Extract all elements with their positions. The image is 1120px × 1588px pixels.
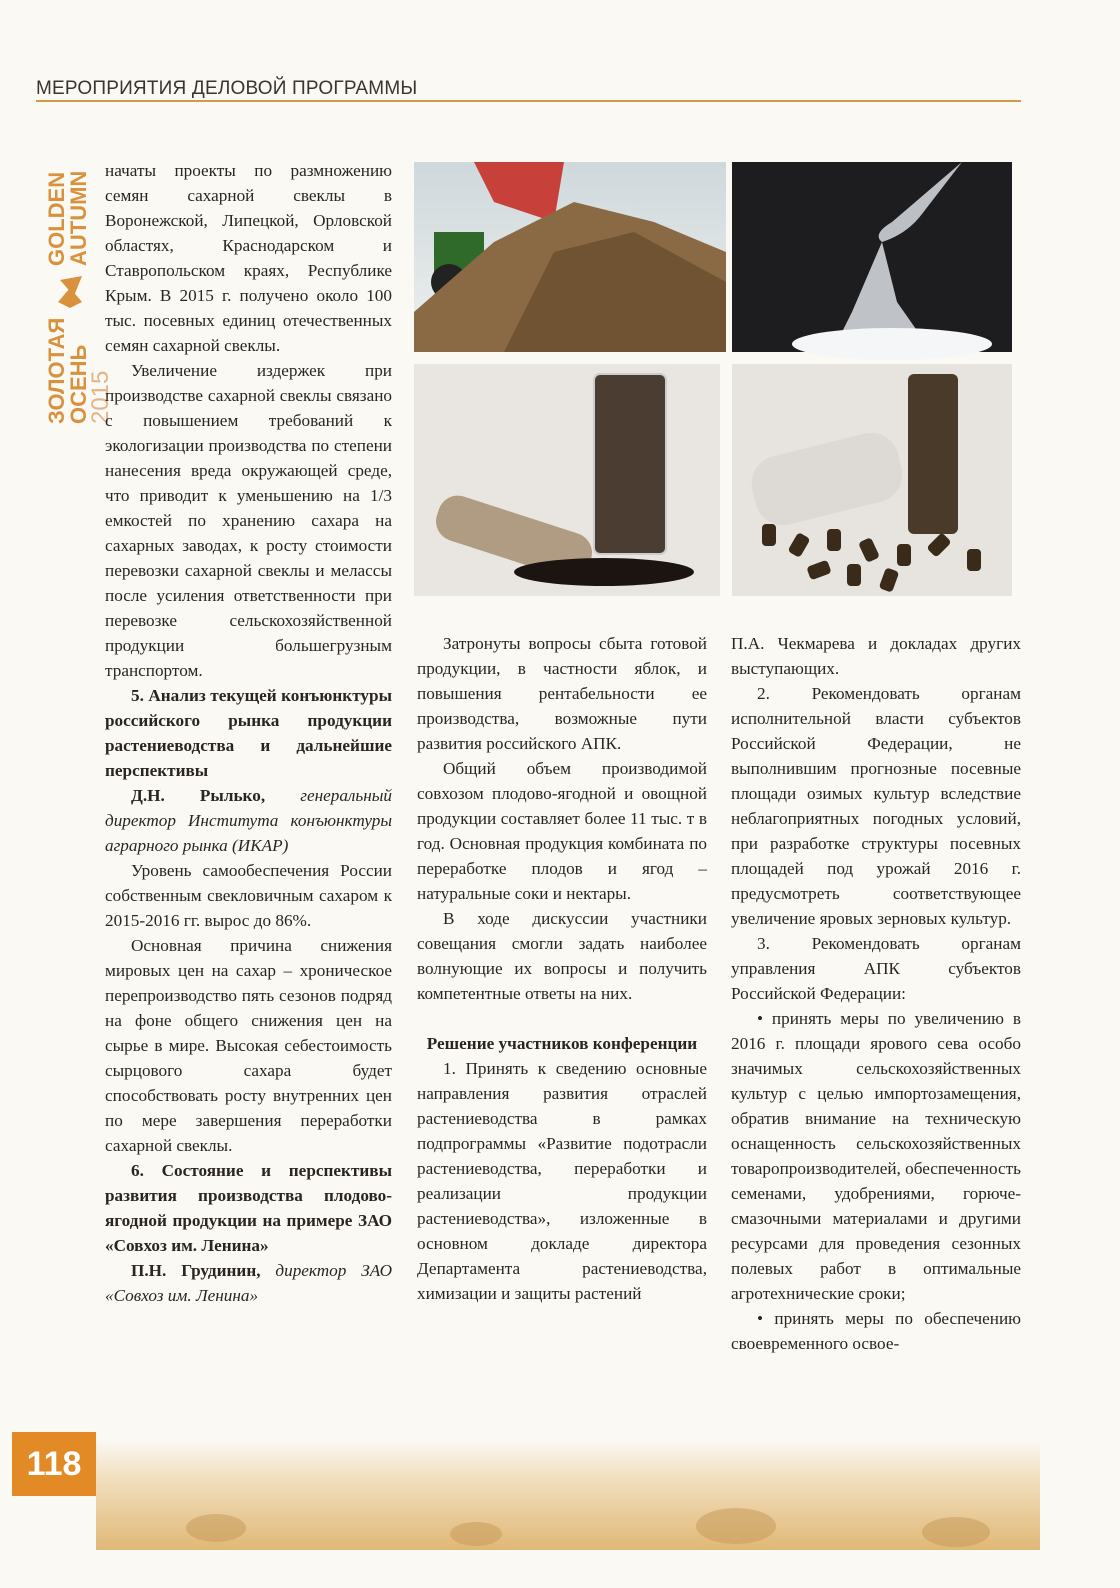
paragraph: 1. Принять к сведению основные направления развития отраслей растениеводства в рамках подпрограммы «Развитие подотрасли растениеводства, переработки и реализации продукции растениеводства», изложенные в основном докладе директора Департамента растениеводства, химизации и защиты растений [417,1059,707,1303]
photo-beet-pulp-pellets [732,364,1012,596]
speaker-title: генеральный директор Института конъюнктуры аграрного рынка (ИКАР) [105,786,392,855]
speaker-name: Д.Н. Рылько, [131,786,266,805]
paragraph: Увеличение издержек при производстве сахарной свеклы связано с повышением требований к экологизации производства по степени нанесения вреда окружающей среде, что приводит к уменьшению на 1/3 емкостей по хранению сахара на сахарных заводах, к росту стоимости перевозки сахарной свеклы и мелассы после усиления ответственности при перевозке сельскохозяйственной продукции большегрузным транспортом. [105,361,392,680]
page-header-title: МЕРОПРИЯТИЯ ДЕЛОВОЙ ПРОГРАММЫ [36,78,418,99]
text-column-2 [417,631,707,1306]
speaker-name: П.Н. Грудинин, [131,1261,261,1280]
section-heading-6: 6. Состояние и перспективы развития производства плодово-ягодной продукции на примере ЗАО «Совхоз им. Ленина» [105,1161,392,1255]
logo-en-line2: AUTUMN [66,170,91,266]
wheat-leaf-icon [58,276,82,308]
paragraph: начаты проекты по размножению семян сахарной свеклы в Воронежской, Липецкой, Орловской областях, Краснодарском и Ставропольском краях, Республике Крым. В 2015 г. получено около 100 тыс. посевных единиц отечественных семян сахарной свеклы. [105,161,392,355]
paragraph: Основная причина снижения мировых цен на сахар – хроническое перепроизводство пять сезонов подряд на фоне общего снижения цен на сырье в мире. Высокая себестоимость сырцового сахара будет способствовать росту внутренних цен по мере завершения переработки сахарной свеклы. [105,936,392,1155]
paragraph: В ходе дискуссии участники совещания смогли задать наиболее волнующие их вопросы и получить компетентные ответы на них. [417,909,707,1003]
paragraph: Общий объем производимой совхозом плодово-ягодной и овощной продукции составляет более 11 тыс. т в год. Основная продукция комбината по переработке плодов и ягод – натуральные соки и нектары. [417,759,707,903]
logo-ru-line2: ОСЕНЬ [66,344,91,424]
paragraph: Затронуты вопросы сбыта готовой продукции, в частности яблок, и повышения рентабельности ее производства, возможные пути развития российского АПК. [417,634,707,753]
paragraph: 2. Рекомендовать органам исполнительной власти субъектов Российской Федерации, не выполнившим прогнозные посевные площади озимых культур вследствие неблагоприятных погодных условий, при разработке структуры посевных площадей под урожай 2016 г. предусмотреть соответствующее увеличение яровых зерновых культур. [731,684,1021,928]
bullet-item: • принять меры по обеспечению своевременного освое- [731,1309,1021,1353]
photo-sugar-beet-truck [414,162,726,352]
text-column-1 [105,158,392,1308]
paragraph: Уровень самообеспечения России собственным свекловичным сахаром к 2015-2016 гг. вырос до 86%. [105,861,392,930]
text-column-3 [731,631,1021,1356]
section-heading-5: 5. Анализ текущей конъюнктуры российского рынка продукции растениеводства и дальнейшие перспективы [105,686,392,780]
footer-field-image [96,1440,1040,1550]
photo-molasses-glasses [414,364,720,596]
golden-autumn-logo [36,124,114,424]
logo-en-line1: GOLDEN [44,171,69,266]
logo-ru-line1: ЗОЛОТАЯ [44,317,69,424]
header-rule [36,100,1021,102]
logo-year: 2015 [87,370,114,424]
bullet-item: • принять меры по увеличению в 2016 г. площади ярового сева особо значимых сельскохозяйственных культур с целью импортозамещения, обратив внимание на техническую оснащенность сельскохозяйственных товаропроизводителей, обеспеченность семенами, удобрениями, горюче-смазочными материалами и другими ресурсами для проведения сезонных полевых работ в оптимальные агротехнические сроки; [731,1009,1021,1303]
page-number: 118 [12,1432,96,1496]
photo-sugar-spoon [732,162,1012,352]
paragraph: 3. Рекомендовать органам управления АПК субъектов Российской Федерации: [731,934,1021,1003]
paragraph: П.А. Чекмарева и докладах других выступающих. [731,634,1021,678]
decision-heading: Решение участников конференции [426,1034,698,1053]
speaker-title: директор ЗАО «Совхоз им. Ленина» [105,1261,392,1305]
